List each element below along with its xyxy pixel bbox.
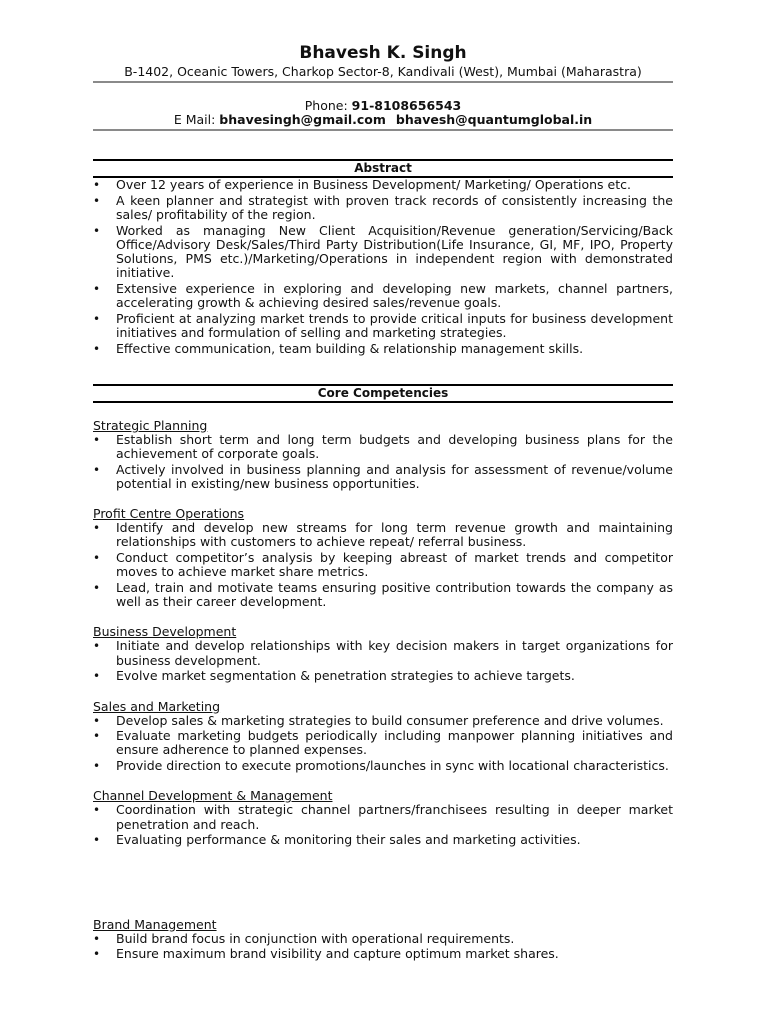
candidate-address: B-1402, Oceanic Towers, Charkop Sector-8, Kandivali (West), Mumbai (Maharastra) <box>124 64 642 79</box>
abstract-item <box>93 194 673 222</box>
competency-item <box>93 581 673 609</box>
competency-list <box>93 521 673 609</box>
list-item-text: Ensure maximum brand visibility and capture optimum market shares. <box>116 946 559 962</box>
bullet-icon: • <box>93 947 101 962</box>
competency-subheading: Business Development <box>93 624 237 640</box>
phone-line <box>93 99 673 113</box>
competency-item <box>93 803 673 831</box>
competency-item <box>93 759 673 773</box>
competency-item <box>93 433 673 461</box>
resume-page <box>93 40 673 963</box>
header-divider <box>93 81 673 83</box>
competency-list <box>93 433 673 491</box>
competency-item <box>93 932 673 946</box>
list-item-text: Provide direction to execute promotions/launches in sync with locational characteristics. <box>116 758 669 774</box>
bullet-icon: • <box>93 432 101 447</box>
list-item-text: Proficient at analyzing market trends to provide critical inputs for business development initiatives and formulation of selling and marketing strategies. <box>116 310 673 341</box>
bullet-icon: • <box>93 281 101 296</box>
abstract-item <box>93 224 673 281</box>
email-label: E Mail: <box>173 112 220 127</box>
candidate-name: Bhavesh K. Singh <box>299 43 467 63</box>
abstract-list <box>93 178 673 356</box>
bullet-icon: • <box>93 193 101 208</box>
list-item-text: Evaluating performance & monitoring their sales and marketing activities. <box>116 832 581 848</box>
abstract-heading: Abstract <box>93 159 673 178</box>
core-competencies-heading: Core Competencies <box>93 384 673 403</box>
abstract-item <box>93 178 673 192</box>
email-secondary: bhavesh@quantumglobal.in <box>395 112 593 127</box>
competency-item <box>93 833 673 847</box>
competency-subheading: Profit Centre Operations <box>93 506 245 522</box>
competency-item <box>93 521 673 549</box>
competency-subheading: Brand Management <box>93 916 217 932</box>
bullet-icon: • <box>93 759 101 774</box>
bullet-icon: • <box>93 931 101 946</box>
competency-item <box>93 639 673 667</box>
bullet-icon: • <box>93 223 101 238</box>
list-item-text: Establish short term and long term budgets and developing business plans for the achievement of corporate goals. <box>116 431 673 462</box>
bullet-icon: • <box>93 669 101 684</box>
competency-item <box>93 669 673 683</box>
abstract-item <box>93 342 673 356</box>
abstract-item <box>93 312 673 340</box>
list-item-text: Evolve market segmentation & penetration strategies to achieve targets. <box>116 668 575 684</box>
list-item-text: Lead, train and motivate teams ensuring positive contribution towards the company as well as their career development. <box>116 580 673 610</box>
list-item-text: Effective communication, team building & relationship management skills. <box>116 340 584 356</box>
bullet-icon: • <box>93 803 101 818</box>
email-primary: bhavesingh@gmail.com <box>219 112 386 127</box>
list-item-text: Coordination with strategic channel partners/franchisees resulting in deeper market penetration and reach. <box>116 802 673 832</box>
competency-list <box>93 714 673 774</box>
competency-list <box>93 803 673 847</box>
list-item-text: Actively involved in business planning and analysis for assessment of revenue/volume potential in existing/new business opportunities. <box>116 461 673 492</box>
competency-list <box>93 639 673 683</box>
email-line <box>93 113 673 127</box>
bullet-icon: • <box>93 581 101 596</box>
bullet-icon: • <box>93 462 101 477</box>
bullet-icon: • <box>93 639 101 654</box>
abstract-item <box>93 282 673 310</box>
competency-subheading: Sales and Marketing <box>93 698 221 714</box>
list-item-text: Identify and develop new streams for long term revenue growth and maintaining relationships with customers to achieve repeat/ referral business. <box>116 520 673 550</box>
list-item-text: Build brand focus in conjunction with operational requirements. <box>116 930 515 946</box>
bullet-icon: • <box>93 713 101 728</box>
competency-item <box>93 947 673 961</box>
phone-number: 91-8108656543 <box>351 98 462 113</box>
list-item-text: A keen planner and strategist with proven track records of consistently increasing the sales/ profitability of the region. <box>116 192 673 222</box>
list-item-text: Over 12 years of experience in Business Development/ Marketing/ Operations etc. <box>116 177 631 192</box>
bullet-icon: • <box>93 521 101 536</box>
list-item-text: Worked as managing New Client Acquisition/Revenue generation/Servicing/Back Office/Advisory Desk/Sales/Third Party Distribution(Life Insurance, GI, MF, IPO, Property Solutions, PMS etc.)/Marketing/Operations in independent region with demonstrated initiative. <box>116 222 673 281</box>
list-item-text: Initiate and develop relationships with key decision makers in target organizations for business development. <box>116 638 673 668</box>
bullet-icon: • <box>93 551 101 566</box>
bullet-icon: • <box>93 729 101 744</box>
list-item-text: Conduct competitor’s analysis by keeping abreast of market trends and competitor moves to achieve market share metrics. <box>116 550 673 580</box>
competency-subheading: Strategic Planning <box>93 417 208 433</box>
competency-item <box>93 729 673 757</box>
bullet-icon: • <box>93 833 101 848</box>
bullet-icon: • <box>93 341 101 356</box>
competency-subheading: Channel Development & Management <box>93 788 333 804</box>
list-item-text: Evaluate marketing budgets periodically including manpower planning initiatives and ensure adherence to planned expenses. <box>116 728 673 758</box>
competency-item <box>93 463 673 491</box>
competency-item <box>93 551 673 579</box>
list-item-text: Develop sales & marketing strategies to build consumer preference and drive volumes. <box>116 712 664 728</box>
list-item-text: Extensive experience in exploring and developing new markets, channel partners, accelerating growth & achieving desired sales/revenue goals. <box>116 280 673 311</box>
bullet-icon: • <box>93 178 101 192</box>
competency-groups <box>93 419 673 961</box>
phone-label: Phone: <box>304 98 352 113</box>
contact-divider <box>93 129 673 131</box>
bullet-icon: • <box>93 311 101 326</box>
competency-list <box>93 932 673 962</box>
competency-item <box>93 714 673 728</box>
